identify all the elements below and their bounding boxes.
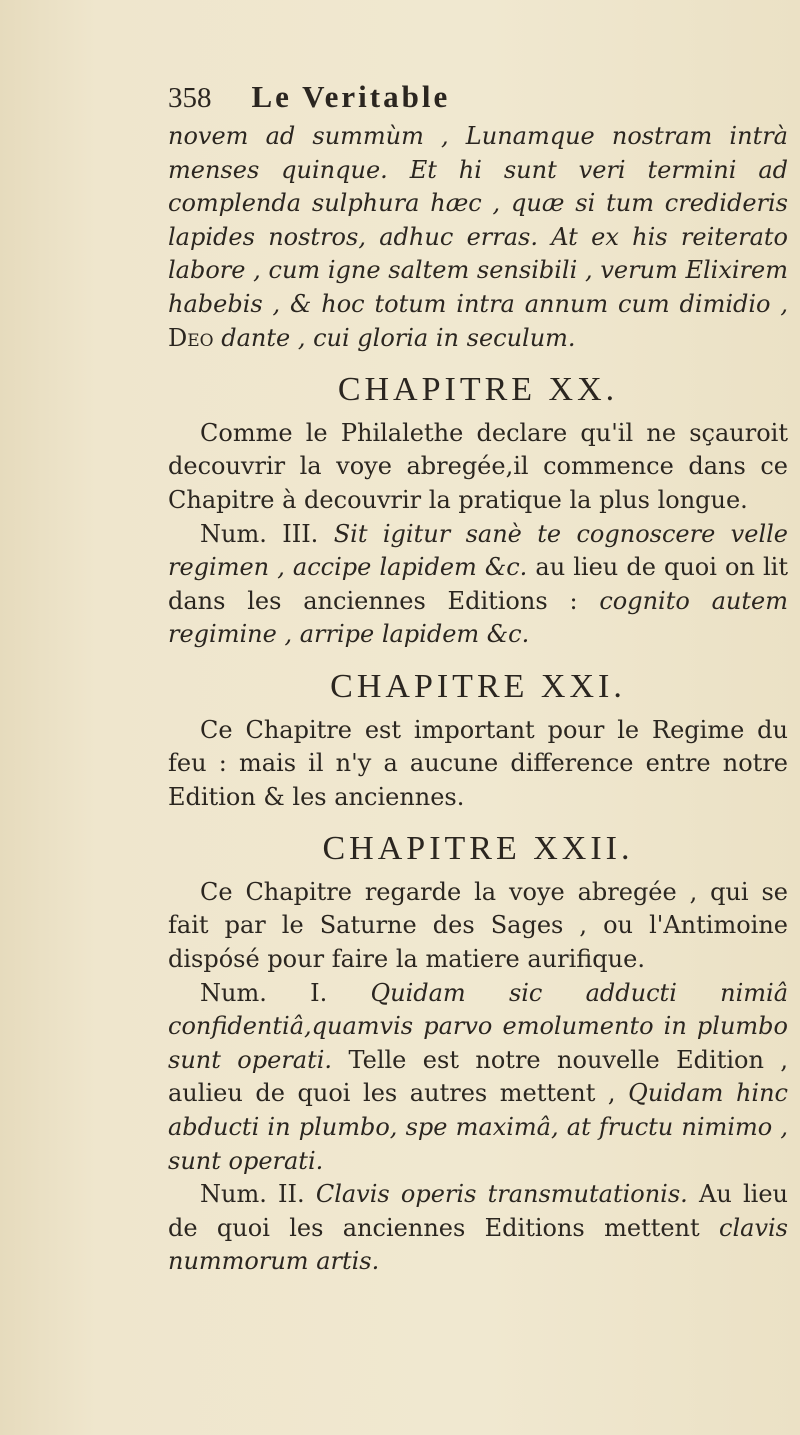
intro-text: novem ad summùm , Lunamque nostram intrà menses quinque. Et hi sunt veri termini ad complenda sulphura hæc , quæ si tum credideris lapides nostros, adhuc erras. At ex his reiterato labore , cum igne saltem sensibili , verum Elixirem habebis , & hoc totum intra annum cum dimidio , bbox=[168, 122, 788, 318]
chapter-22-num1-lead: Num. I. bbox=[200, 978, 371, 1007]
text-block bbox=[168, 80, 788, 1279]
chapter-22-num2-mid: Au lieu de quoi les anciennes Editions mettent bbox=[168, 1180, 788, 1242]
chapter-22-num2 bbox=[168, 1178, 788, 1279]
chapter-22-num1-mid: Telle est notre nouvelle Edition , aulieu de quoi les autres mettent , bbox=[168, 1045, 788, 1108]
chapter-20-summary: Comme le Philalethe declare qu'il ne sçauroit decouvrir la voye abregée,il commence dans ce Chapitre à decouvrir la pratique la plus longue. bbox=[168, 418, 788, 514]
chapter-20-num3-lead: Num. III. bbox=[200, 519, 334, 548]
chapter-22-num2-latin-a: Clavis operis transmutationis. bbox=[315, 1180, 688, 1209]
intro-end: dante , cui gloria in seculum. bbox=[213, 323, 576, 352]
chapter-22-num1-latin-b: Quidam hinc abducti in plumbo, spe maximâ, at fructu nimimo , sunt operati. bbox=[168, 1079, 788, 1175]
chapter-20-num3-latin-b: cognito autem regimine , arripe lapidem &c. bbox=[168, 586, 788, 649]
chapter-22-num1 bbox=[168, 977, 788, 1179]
chapter-21-heading: CHAPITRE XXI. bbox=[330, 667, 626, 705]
chapter-22-num2-lead: Num. II. bbox=[200, 1180, 316, 1209]
chapter-20-num3 bbox=[168, 518, 788, 652]
chapter-22-num2-latin-b: clavis nummorum artis. bbox=[168, 1213, 788, 1276]
running-head bbox=[168, 80, 788, 120]
chapter-22-summary: Ce Chapitre regarde la voye abregée , qui se fait par le Saturne des Sages , ou l'Antimoine dispósé pour faire la matiere aurifique. bbox=[168, 877, 788, 974]
chapter-20-num3-latin-a: Sit igitur sanè te cognoscere velle regimen , accipe lapidem &c. bbox=[168, 519, 788, 582]
chapter-22-num1-latin-a: Quidam sic adducti nimiâ confidentiâ,quamvis parvo emolumento in plumbo sunt operati. bbox=[168, 978, 788, 1074]
intro-paragraph bbox=[168, 120, 788, 355]
chapter-20-heading: CHAPITRE XX. bbox=[337, 371, 619, 409]
page-number: 358 bbox=[168, 82, 212, 114]
running-title: Le Veritable bbox=[251, 79, 451, 114]
chapter-21-paragraph: Ce Chapitre est important pour le Regime du feu : mais il n'y a aucune difference entre notre Edition & les anciennes. bbox=[168, 715, 788, 811]
chapter-22-heading: CHAPITRE XXII. bbox=[322, 830, 634, 868]
chapter-20-num3-mid: au lieu de quoi on lit dans les anciennes Editions : bbox=[168, 553, 788, 615]
intro-deo: Deo bbox=[168, 323, 214, 352]
